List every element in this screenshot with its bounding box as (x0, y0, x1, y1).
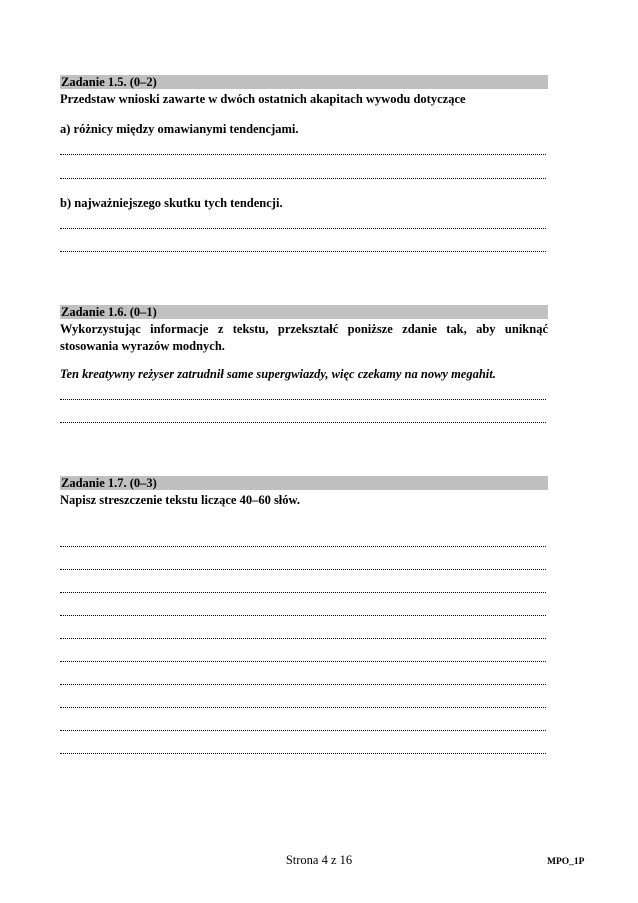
task-1-6-instruction-line1: Wykorzystując informacje z tekstu, przekształć poniższe zdanie tak, aby uniknąć (60, 322, 548, 336)
answer-line[interactable] (60, 251, 548, 252)
answer-line[interactable] (60, 661, 548, 662)
answer-line[interactable] (60, 154, 548, 155)
answer-line[interactable] (60, 569, 548, 570)
answer-line[interactable] (60, 707, 548, 708)
task-1-5-part-b: b) najważniejszego skutku tych tendencji. (60, 196, 283, 210)
task-1-5-instruction: Przedstaw wnioski zawarte w dwóch ostatnich akapitach wywodu dotyczące (60, 92, 466, 106)
answer-line[interactable] (60, 684, 548, 685)
answer-line[interactable] (60, 592, 548, 593)
task-1-6 (60, 305, 548, 355)
task-1-7-header: Zadanie 1.7. (0–3) (60, 476, 548, 490)
answer-line[interactable] (60, 422, 548, 423)
answer-line[interactable] (60, 753, 548, 754)
answer-line[interactable] (60, 399, 548, 400)
task-1-6-sentence: Ten kreatywny reżyser zatrudnił same supergwiazdy, więc czekamy na nowy megahit. (60, 367, 496, 381)
task-1-6-instruction-line2: stosowania wyrazów modnych. (60, 339, 225, 353)
page-number: Strona 4 z 16 (285, 853, 353, 867)
task-1-5-header: Zadanie 1.5. (0–2) (60, 75, 548, 89)
task-1-5 (60, 75, 548, 108)
answer-line[interactable] (60, 638, 548, 639)
answer-line[interactable] (60, 615, 548, 616)
exam-code: MPO_1P (547, 857, 585, 867)
task-1-7 (60, 476, 548, 509)
task-1-6-header: Zadanie 1.6. (0–1) (60, 305, 548, 319)
answer-line[interactable] (60, 178, 548, 179)
answer-line[interactable] (60, 228, 548, 229)
task-1-7-instruction: Napisz streszczenie tekstu liczące 40–60 słów. (60, 493, 300, 507)
task-1-5-part-a: a) różnicy między omawianymi tendencjami. (60, 122, 299, 136)
answer-line[interactable] (60, 546, 548, 547)
answer-line[interactable] (60, 730, 548, 731)
